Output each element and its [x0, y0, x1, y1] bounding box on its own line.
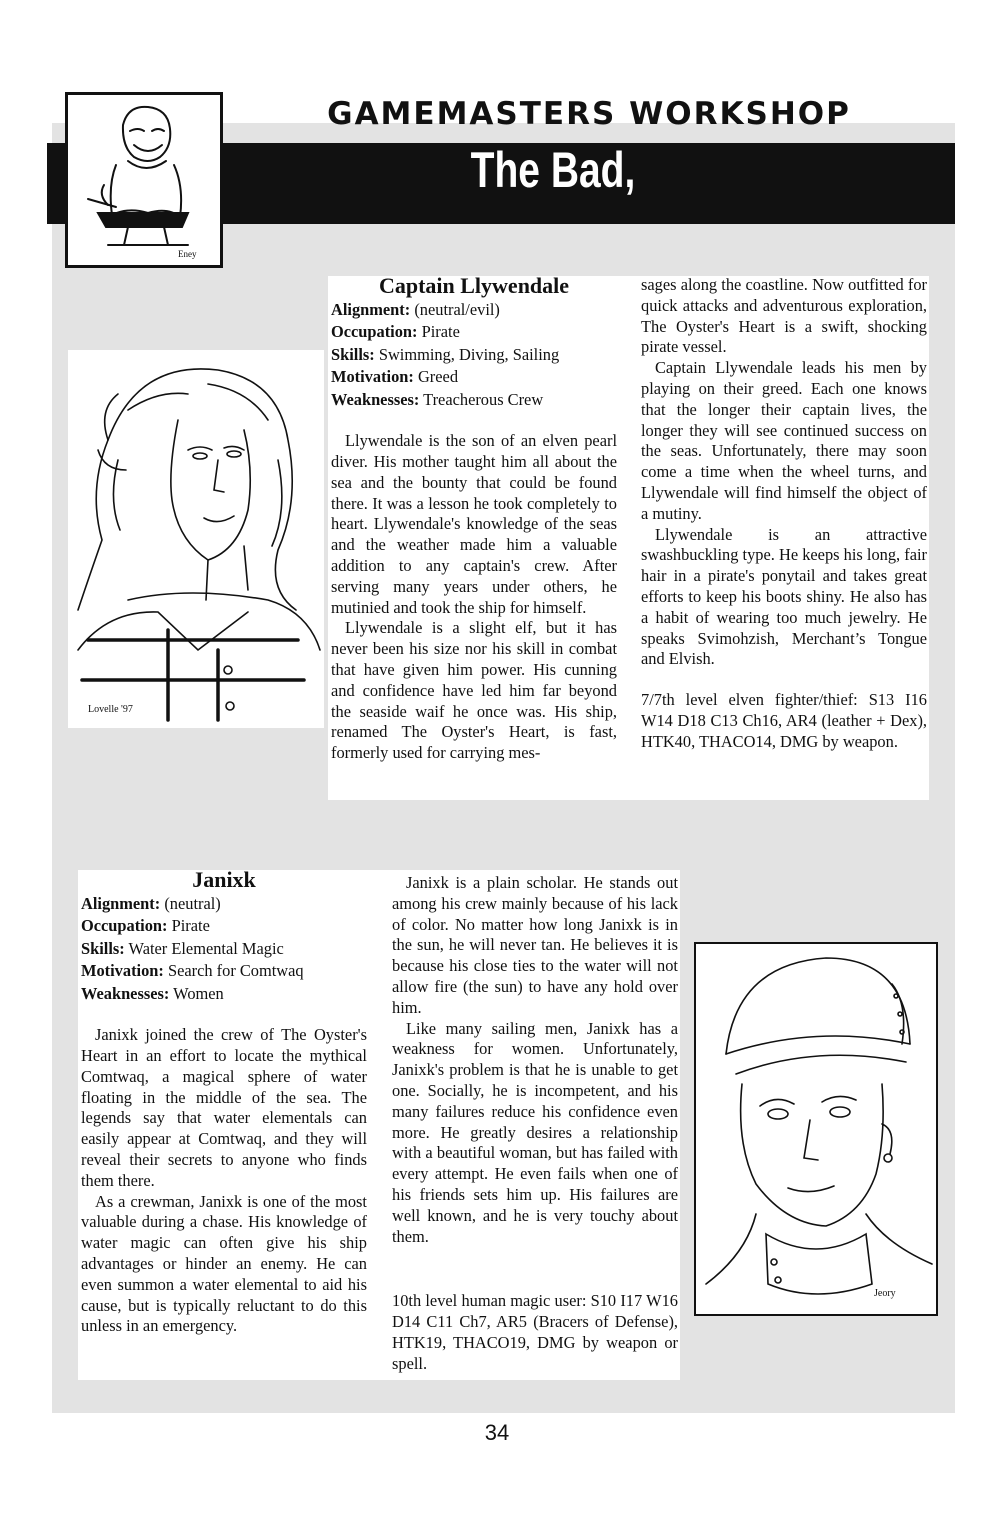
paragraph: Llywendale is a slight elf, but it has never been his size nor his skill in combat that have given him power. His cunning and confidence have led him far beyond the seaside waif he once was. His ship, renamed The Oyster's Heart, is fast, formerly used for carrying mes-	[331, 618, 617, 763]
stat-skills: Skills: Swimming, Diving, Sailing	[331, 344, 560, 364]
stat-alignment: Alignment: (neutral/evil)	[331, 299, 500, 319]
paragraph: Captain Llywendale leads his men by playing on their greed. Each one knows that the longer their captain lives, the longer they will see continued success on the seas. Unfortunately, there may soon come a time when the wheel turns, and Llywendale will find himself the object of a mutiny.	[641, 358, 927, 523]
blacksmith-logo	[65, 92, 223, 268]
paragraph: sages along the coastline. Now outfitted for quick attacks and adventurous exploration, The Oyster's Heart is a swift, shocking pirate vessel.	[641, 275, 927, 357]
stat-block: 7/7th level elven fighter/thief: S13 I16 W14 D18 C13 Ch16, AR4 (leather + Dex), HTK40, THACO14, DMG by weapon.	[641, 690, 927, 751]
paragraph: As a crewman, Janixk is one of the most valuable during a chase. His knowledge of water magic can often give his ship advantages or hinder an enemy. He can even summon a water elemental to aid his cause, but is typically reluctant to do this unless in an emergency.	[81, 1191, 367, 1336]
scholar-portrait-illustration	[696, 944, 936, 1314]
paragraph: Llywendale is an attractive swashbuckling type. He keeps his long, fair hair in a pirate's ponytail and takes great efforts to keep his boots shiny. He also has a habit of wearing too much jewelry. He speaks Svimohzish, Merchant’s Tongue and Elvish.	[641, 524, 927, 669]
llywendale-column-2	[641, 275, 927, 753]
page-title: The Bad,	[470, 142, 636, 198]
janixk-column-1	[81, 867, 367, 1337]
stat-weaknesses: Weaknesses: Treacherous Crew	[331, 389, 544, 409]
llywendale-signature: Lovelle '97	[88, 704, 133, 715]
stat-block: 10th level human magic user: S10 I17 W16 D14 C11 Ch7, AR5 (Bracers of Defense), HTK19, THACO19, DMG by weapon or spell.	[392, 1291, 678, 1373]
llywendale-portrait	[68, 350, 324, 728]
janixk-signature: Jeory	[874, 1288, 896, 1299]
paragraph: Like many sailing men, Janixk has a weakness for women. Unfortunately, Janixk's problem is that he is unable to get one. Socially, he is incompetent, and his many failures reduce his confidence even more. He greatly desires a relationship with a beautiful woman, but has failed with every attempt. He even fails when one of his friends sets him up. His failures are well known, and he is very touchy about them.	[392, 1018, 678, 1246]
stat-motivation: Motivation: Greed	[331, 367, 459, 387]
stat-weaknesses: Weaknesses: Women	[81, 983, 224, 1003]
elf-portrait-illustration	[68, 350, 324, 728]
blacksmith-icon	[68, 95, 220, 265]
janixk-column-2	[392, 873, 678, 1375]
section-heading: GAMEMASTERS WORKSHOP	[327, 96, 851, 132]
stat-occupation: Occupation: Pirate	[81, 916, 210, 936]
stat-alignment: Alignment: (neutral)	[81, 893, 221, 913]
logo-signature: Eney	[178, 249, 197, 259]
paragraph: Llywendale is the son of an elven pearl diver. His mother taught him all about the sea and the bounty that could be found there. It was a lesson he took completely to heart. Llywendale's knowledge of the seas and the weather made him a valuable addition to any captain's crew. After serving many years under others, he mutinied and took the ship for himself.	[331, 431, 617, 617]
page-number: 34	[484, 1420, 510, 1445]
janixk-portrait	[694, 942, 938, 1316]
stat-motivation: Motivation: Search for Comtwaq	[81, 961, 304, 981]
paragraph: Janixk is a plain scholar. He stands out among his crew mainly because of his lack of color. No matter how long Janixk is in the sun, he will never tan. He believes it is because his close ties to the water will not allow fire (the sun) to have any hold over him.	[392, 873, 678, 1017]
llywendale-name: Captain Llywendale	[378, 273, 570, 298]
janixk-name: Janixk	[192, 867, 256, 892]
stat-occupation: Occupation: Pirate	[331, 322, 460, 342]
stat-skills: Skills: Water Elemental Magic	[81, 938, 284, 958]
llywendale-column-1	[331, 273, 617, 764]
paragraph: Janixk joined the crew of The Oyster's Heart in an effort to locate the mythical Comtwaq, a magical sphere of water floating in the middle of the sea. The legends say that water elementals can easily appear at Comtwaq, and they will reveal their secrets to anyone who finds them there.	[81, 1025, 367, 1190]
